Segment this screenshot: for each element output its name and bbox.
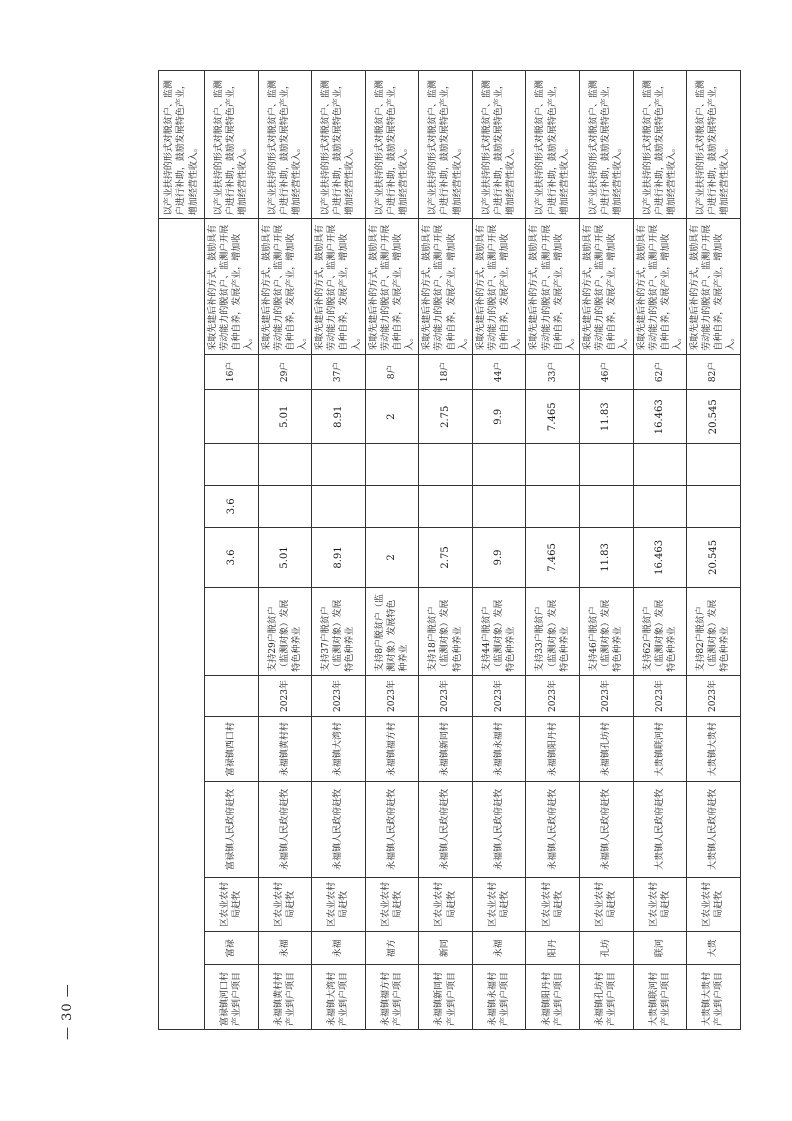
beneficiaries-cell: 46户 <box>579 354 633 389</box>
supervising-unit-cell: 区农业农村局赶牧 <box>365 877 419 931</box>
income-cell: 以产业扶持的形式对脱贫户、监测户进行补助，鼓励发展特色产业，增加经营性收入。 <box>205 71 259 219</box>
town-cell: 大贵 <box>687 932 741 965</box>
funds-amount-cell: 2.75 <box>419 390 473 444</box>
beneficiaries-cell: 82户 <box>687 354 741 389</box>
income-cell: 以产业扶持的形式对脱贫户、监测户进行补助，鼓励发展特色产业，增加经营性收入。 <box>312 71 366 219</box>
beneficiaries-cell: 37户 <box>312 354 366 389</box>
implementing-unit-cell: 大贵镇人民政府赶牧 <box>687 781 741 877</box>
mechanism-cell: 采取先建后补的方式，鼓励具有劳动能力的脱贫户、监测户开展自种自养，发展产业，增加收入。 <box>526 219 580 355</box>
town-cell: 福方 <box>365 932 419 965</box>
town-cell: 联河 <box>633 932 687 965</box>
supervising-unit-cell: 区农业农村局赶牧 <box>526 877 580 931</box>
year-cell: 2023年 <box>579 675 633 717</box>
implementing-unit-cell: 永福镇人民政府赶牧 <box>419 781 473 877</box>
continued-text-cell: 以产业扶持的形式对脱贫户、监测户进行补助，鼓励发展特色产业，增加经营性收入。 <box>159 71 205 219</box>
income-cell: 以产业扶持的形式对脱贫户、监测户进行补助，鼓励发展特色产业，增加经营性收入。 <box>472 71 526 219</box>
implementing-unit-cell: 永福镇人民政府赶牧 <box>579 781 633 877</box>
implementing-unit-cell: 永福镇人民政府赶牧 <box>526 781 580 877</box>
mechanism-cell: 采取先建后补的方式，鼓励具有劳动能力的脱贫户、监测户开展自种自养，发展产业，增加收入。 <box>205 219 259 355</box>
funds-amount-cell: 7.465 <box>526 390 580 444</box>
funds-amount-cell: 9.9 <box>472 390 526 444</box>
funds-amount-cell: 2 <box>365 390 419 444</box>
village-cell: 永福镇福方村 <box>365 717 419 782</box>
central-funds-cell <box>472 486 526 528</box>
year-cell <box>205 675 259 717</box>
table-row <box>205 71 259 1030</box>
blank-cell <box>365 444 419 486</box>
table-row <box>365 71 419 1030</box>
project-name-cell: 大贵镇大贵村产业到户项目 <box>687 965 741 1030</box>
central-funds-cell <box>258 486 312 528</box>
total-funds-cell: 7.465 <box>526 527 580 587</box>
total-funds-cell: 3.6 <box>205 527 259 587</box>
blank-cell <box>419 444 473 486</box>
mechanism-cell: 采取先建后补的方式，鼓励具有劳动能力的脱贫户、监测户开展自种自养，发展产业，增加收入。 <box>687 219 741 355</box>
village-cell: 大贵镇联河村 <box>633 717 687 782</box>
year-cell: 2023年 <box>365 675 419 717</box>
project-name-cell: 永福镇黄村村产业到户项目 <box>258 965 312 1030</box>
supervising-unit-cell: 区农业农村局赶牧 <box>312 877 366 931</box>
construction-content-cell: 支持44户脱贫户（监测对象）发展特色种养业 <box>472 588 526 676</box>
construction-content-cell: 支持46户脱贫户（监测对象）发展特色种养业 <box>579 588 633 676</box>
continued-empty-cell <box>159 219 205 1030</box>
central-funds-cell <box>633 486 687 528</box>
table-row <box>312 71 366 1030</box>
total-funds-cell: 20.545 <box>687 527 741 587</box>
income-cell: 以产业扶持的形式对脱贫户、监测户进行补助，鼓励发展特色产业，增加经营性收入。 <box>526 71 580 219</box>
year-cell: 2023年 <box>526 675 580 717</box>
year-cell: 2023年 <box>472 675 526 717</box>
continued-row <box>159 71 205 1030</box>
project-name-cell: 永福镇阳丹村产业到户项目 <box>526 965 580 1030</box>
central-funds-cell <box>579 486 633 528</box>
town-cell: 阳丹 <box>526 932 580 965</box>
funds-amount-cell: 16.463 <box>633 390 687 444</box>
total-funds-cell: 11.83 <box>579 527 633 587</box>
total-funds-cell: 9.9 <box>472 527 526 587</box>
project-name-cell: 大贵镇联河村产业到户项目 <box>633 965 687 1030</box>
beneficiaries-cell: 33户 <box>526 354 580 389</box>
blank-cell <box>526 444 580 486</box>
income-cell: 以产业扶持的形式对脱贫户、监测户进行补助，鼓励发展特色产业，增加经营性收入。 <box>258 71 312 219</box>
project-name-cell: 永福镇大湾村产业到户项目 <box>312 965 366 1030</box>
central-funds-cell <box>526 486 580 528</box>
year-cell: 2023年 <box>633 675 687 717</box>
funds-amount-cell: 20.545 <box>687 390 741 444</box>
implementing-unit-cell: 大贵镇人民政府赶牧 <box>633 781 687 877</box>
implementing-unit-cell: 永福镇人民政府赶牧 <box>312 781 366 877</box>
town-cell: 富禄 <box>205 932 259 965</box>
construction-content-cell: 支持33户脱贫户（监测对象）发展特色种养业 <box>526 588 580 676</box>
income-cell: 以产业扶持的形式对脱贫户、监测户进行补助，鼓励发展特色产业，增加经营性收入。 <box>365 71 419 219</box>
central-funds-cell: 3.6 <box>205 486 259 528</box>
beneficiaries-cell: 8户 <box>365 354 419 389</box>
supervising-unit-cell: 区农业农村局赶牧 <box>579 877 633 931</box>
blank-cell <box>205 444 259 486</box>
mechanism-cell: 采取先建后补的方式，鼓励具有劳动能力的脱贫户、监测户开展自种自养，发展产业，增加收入。 <box>258 219 312 355</box>
construction-content-cell: 支持82户脱贫户（监测对象）发展特色种养业 <box>687 588 741 676</box>
village-cell: 大贵镇大贵村 <box>687 717 741 782</box>
town-cell: 永福 <box>312 932 366 965</box>
table-row <box>526 71 580 1030</box>
town-cell: 永福 <box>472 932 526 965</box>
mechanism-cell: 采取先建后补的方式，鼓励具有劳动能力的脱贫户、监测户开展自种自养，发展产业，增加收入。 <box>579 219 633 355</box>
blank-cell <box>312 444 366 486</box>
construction-content-cell: 支持62户脱贫户（监测对象）发展特色种养业 <box>633 588 687 676</box>
year-cell: 2023年 <box>258 675 312 717</box>
total-funds-cell: 2.75 <box>419 527 473 587</box>
beneficiaries-cell: 62户 <box>633 354 687 389</box>
blank-cell <box>472 444 526 486</box>
supervising-unit-cell: 区农业农村局赶牧 <box>472 877 526 931</box>
central-funds-cell <box>365 486 419 528</box>
construction-content-cell: 支持18户脱贫户（监测对象）发展特色种养业 <box>419 588 473 676</box>
mechanism-cell: 采取先建后补的方式，鼓励具有劳动能力的脱贫户、监测户开展自种自养，发展产业，增加收入。 <box>472 219 526 355</box>
construction-content-cell: 支持8户脱贫户（监测对象）发展特色种养业 <box>365 588 419 676</box>
total-funds-cell: 16.463 <box>633 527 687 587</box>
village-cell: 永福镇新同村 <box>419 717 473 782</box>
implementing-unit-cell: 永福镇人民政府赶牧 <box>258 781 312 877</box>
funds-amount-cell: 8.91 <box>312 390 366 444</box>
table-body <box>159 71 741 1030</box>
funds-amount-cell: 11.83 <box>579 390 633 444</box>
construction-content-cell <box>205 588 259 676</box>
village-cell: 永福镇阳丹村 <box>526 717 580 782</box>
mechanism-cell: 采取先建后补的方式，鼓励具有劳动能力的脱贫户、监测户开展自种自养，发展产业，增加收入。 <box>312 219 366 355</box>
project-name-cell: 永福镇福方村产业到户项目 <box>365 965 419 1030</box>
central-funds-cell <box>419 486 473 528</box>
beneficiaries-cell: 44户 <box>472 354 526 389</box>
year-cell: 2023年 <box>312 675 366 717</box>
blank-cell <box>258 444 312 486</box>
project-name-cell: 永福镇永福村产业到户项目 <box>472 965 526 1030</box>
funds-amount-cell <box>205 390 259 444</box>
mechanism-cell: 采取先建后补的方式，鼓励具有劳动能力的脱贫户、监测户开展自种自养，发展产业，增加收入。 <box>419 219 473 355</box>
blank-cell <box>579 444 633 486</box>
project-name-cell: 富禄镇河口村产业到户项目 <box>205 965 259 1030</box>
town-cell: 新同 <box>419 932 473 965</box>
village-cell: 永福镇大湾村 <box>312 717 366 782</box>
implementing-unit-cell: 永福镇人民政府赶牧 <box>472 781 526 877</box>
income-cell: 以产业扶持的形式对脱贫户、监测户进行补助，鼓励发展特色产业，增加经营性收入。 <box>687 71 741 219</box>
beneficiaries-cell: 18户 <box>419 354 473 389</box>
beneficiaries-cell: 29户 <box>258 354 312 389</box>
implementing-unit-cell: 富禄镇人民政府赶牧 <box>205 781 259 877</box>
construction-content-cell: 支持29户脱贫户（监测对象）发展特色种养业 <box>258 588 312 676</box>
supervising-unit-cell: 区农业农村局赶牧 <box>633 877 687 931</box>
rotated-project-table <box>158 70 737 1030</box>
mechanism-cell: 采取先建后补的方式，鼓励具有劳动能力的脱贫户、监测户开展自种自养，发展产业，增加收入。 <box>365 219 419 355</box>
project-table <box>158 70 741 1030</box>
blank-cell <box>633 444 687 486</box>
supervising-unit-cell: 区农业农村局赶牧 <box>205 877 259 931</box>
project-name-cell: 永福镇孔坊村产业到户项目 <box>579 965 633 1030</box>
project-name-cell: 永福镇新同村产业到户项目 <box>419 965 473 1030</box>
funds-amount-cell: 5.01 <box>258 390 312 444</box>
supervising-unit-cell: 区农业农村局赶牧 <box>419 877 473 931</box>
construction-content-cell: 支持37户脱贫户（监测对象）发展特色种养业 <box>312 588 366 676</box>
town-cell: 孔坊 <box>579 932 633 965</box>
total-funds-cell: 2 <box>365 527 419 587</box>
year-cell: 2023年 <box>419 675 473 717</box>
village-cell: 富禄镇西口村 <box>205 717 259 782</box>
implementing-unit-cell: 永福镇人民政府赶牧 <box>365 781 419 877</box>
table-row <box>633 71 687 1030</box>
central-funds-cell <box>312 486 366 528</box>
central-funds-cell <box>687 486 741 528</box>
table-row <box>579 71 633 1030</box>
table-row <box>258 71 312 1030</box>
income-cell: 以产业扶持的形式对脱贫户、监测户进行补助，鼓励发展特色产业，增加经营性收入。 <box>579 71 633 219</box>
supervising-unit-cell: 区农业农村局赶牧 <box>258 877 312 931</box>
table-row <box>687 71 741 1030</box>
supervising-unit-cell: 区农业农村局赶牧 <box>687 877 741 931</box>
total-funds-cell: 5.01 <box>258 527 312 587</box>
beneficiaries-cell: 16户 <box>205 354 259 389</box>
table-row <box>472 71 526 1030</box>
blank-cell <box>687 444 741 486</box>
income-cell: 以产业扶持的形式对脱贫户、监测户进行补助，鼓励发展特色产业，增加经营性收入。 <box>633 71 687 219</box>
mechanism-cell: 采取先建后补的方式，鼓励具有劳动能力的脱贫户、监测户开展自种自养，发展产业，增加收入。 <box>633 219 687 355</box>
village-cell: 永福镇黄村村 <box>258 717 312 782</box>
income-cell: 以产业扶持的形式对脱贫户、监测户进行补助，鼓励发展特色产业，增加经营性收入。 <box>419 71 473 219</box>
table-row <box>419 71 473 1030</box>
village-cell: 永福镇孔坊村 <box>579 717 633 782</box>
total-funds-cell: 8.91 <box>312 527 366 587</box>
year-cell: 2023年 <box>687 675 741 717</box>
town-cell: 永福 <box>258 932 312 965</box>
village-cell: 永福镇永福村 <box>472 717 526 782</box>
page-number: — 30 — <box>60 983 75 1040</box>
